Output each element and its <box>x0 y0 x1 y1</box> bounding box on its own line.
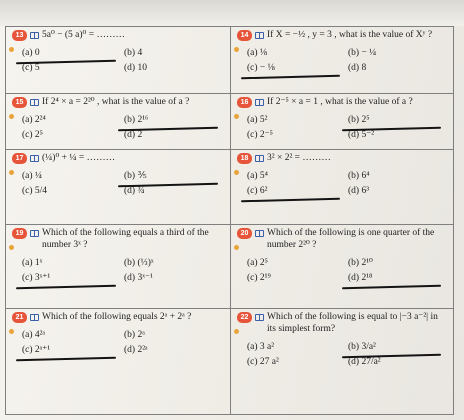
answer-options <box>22 115 226 142</box>
question-text: If 2⁻⁵ × a = 1 , what is the value of a ? <box>267 97 413 107</box>
question-text: If X = −½ , y = 3 , what is the value of Xʸ ? <box>267 30 433 40</box>
answer-option[interactable]: (c) 2⁵ <box>22 129 43 140</box>
answer-options <box>22 330 226 357</box>
answer-option[interactable]: (d) 6³ <box>348 185 370 196</box>
book-icon <box>255 314 264 321</box>
answer-options <box>247 48 449 75</box>
answer-option[interactable]: (d) 27/a² <box>348 356 381 367</box>
book-icon <box>255 32 264 39</box>
answer-option[interactable]: (b) 2¹⁰ <box>348 257 373 268</box>
answer-option[interactable]: (d) 5⁻² <box>348 129 375 140</box>
question-text: Which of the following is equal to |−3 a⁻²| in its simplest form? <box>267 312 438 334</box>
question-number-badge: 15 <box>12 97 27 108</box>
answer-option-marked[interactable]: (b) ⅗ <box>124 171 226 183</box>
bullet-dot <box>9 329 14 334</box>
answer-options <box>247 171 449 198</box>
question-header <box>237 312 449 336</box>
answer-option[interactable]: (b) 2ᵃ <box>124 329 145 340</box>
question-number-badge: 13 <box>12 30 27 41</box>
book-icon <box>255 230 264 237</box>
answer-option-marked[interactable]: (c) − ⅛ <box>247 63 348 75</box>
question-header <box>12 312 226 324</box>
book-icon <box>30 230 39 237</box>
answer-options <box>22 48 226 75</box>
question-number-badge: 18 <box>237 153 252 164</box>
question-text: Which of the following equals 2ᵃ + 2ᵃ ? <box>42 312 192 322</box>
answer-option-marked[interactable]: (a) 0 <box>22 48 124 60</box>
question-21 <box>6 309 231 415</box>
question-header <box>237 97 449 109</box>
answer-option-marked[interactable]: (b) 2¹⁶ <box>124 115 226 127</box>
answer-option[interactable]: (d) 2²ᵃ <box>124 344 148 355</box>
question-header <box>12 30 226 42</box>
answer-option-marked[interactable]: (d) 2¹⁸ <box>348 273 449 285</box>
question-number-badge: 22 <box>237 312 252 323</box>
question-16 <box>231 94 454 150</box>
question-number-badge: 17 <box>12 153 27 164</box>
question-header <box>237 153 449 165</box>
question-20 <box>231 225 454 309</box>
answer-option[interactable]: (d) 2 <box>124 129 143 140</box>
answer-option[interactable]: (d) 8 <box>348 62 367 73</box>
question-text: 3² × 2² = ……… <box>267 153 331 163</box>
answer-option[interactable]: (a) 3 a² <box>247 341 275 352</box>
question-header <box>12 153 226 165</box>
question-text: (¼)⁰ + ¼ = ……… <box>42 153 116 163</box>
question-grid <box>5 26 454 415</box>
answer-option[interactable]: (b) (⅓)ˣ <box>124 257 154 268</box>
question-header <box>12 97 226 109</box>
book-icon <box>255 155 264 162</box>
bullet-dot <box>234 170 239 175</box>
bullet-dot <box>234 245 239 250</box>
answer-option-marked[interactable]: (b) 3/a² <box>348 342 449 354</box>
book-icon <box>30 99 39 106</box>
question-17 <box>6 150 231 225</box>
book-icon <box>30 32 39 39</box>
answer-option[interactable]: (c) 5 <box>22 62 40 73</box>
answer-option-marked[interactable]: (c) 2ᵃ⁺¹ <box>22 345 124 357</box>
answer-option[interactable]: (c) 2¹⁹ <box>247 272 271 283</box>
question-header <box>237 228 449 252</box>
answer-option[interactable]: (b) 4 <box>124 47 143 58</box>
answer-options <box>247 115 449 142</box>
book-icon <box>30 155 39 162</box>
answer-option[interactable]: (d) ¾ <box>124 185 145 196</box>
question-text: 5a⁰ − (5 a)⁰ = ……… <box>42 30 125 40</box>
answer-options <box>22 171 226 198</box>
question-number-badge: 14 <box>237 30 252 41</box>
question-number-badge: 21 <box>12 312 27 323</box>
question-text: Which of the following equals a third of the number 3ˣ ? <box>42 228 209 250</box>
question-19 <box>6 225 231 309</box>
answer-option[interactable]: (a) 2²⁴ <box>22 114 46 125</box>
answer-option[interactable]: (a) ⅛ <box>247 47 268 58</box>
question-15 <box>6 94 231 150</box>
answer-options <box>22 258 226 285</box>
bullet-dot <box>234 114 239 119</box>
page-top-edge <box>0 0 464 26</box>
question-number-badge: 19 <box>12 228 27 239</box>
question-14 <box>231 27 454 94</box>
question-text: Which of the following is one quarter of the number 2²⁰ ? <box>267 228 435 250</box>
answer-option[interactable]: (a) 1ˣ <box>22 257 43 268</box>
bullet-dot <box>234 329 239 334</box>
answer-option[interactable]: (a) 4²ᵃ <box>22 329 46 340</box>
answer-option[interactable]: (a) 5² <box>247 114 268 125</box>
answer-option[interactable]: (a) ¼ <box>22 170 43 181</box>
book-icon <box>255 99 264 106</box>
answer-option[interactable]: (a) 2⁵ <box>247 257 268 268</box>
answer-option-marked[interactable]: (b) 2⁵ <box>348 115 449 127</box>
question-13 <box>6 27 231 94</box>
book-icon <box>30 314 39 321</box>
answer-option[interactable]: (d) 10 <box>124 62 147 73</box>
answer-options <box>247 342 449 369</box>
bullet-dot <box>9 170 14 175</box>
question-18 <box>231 150 454 225</box>
question-text: If 2⁴ × a = 2²⁰ , what is the value of a ? <box>42 97 190 107</box>
answer-option[interactable]: (c) 5/4 <box>22 185 48 196</box>
bullet-dot <box>234 47 239 52</box>
question-number-badge: 20 <box>237 228 252 239</box>
answer-option[interactable]: (c) 27 a² <box>247 356 279 367</box>
bullet-dot <box>9 114 14 119</box>
answer-option[interactable]: (b) 6⁴ <box>348 170 370 181</box>
question-header <box>12 228 226 252</box>
answer-option-marked[interactable]: (c) 6² <box>247 186 348 198</box>
answer-options <box>247 258 449 285</box>
answer-option[interactable]: (c) 2⁻⁵ <box>247 129 273 140</box>
answer-option[interactable]: (d) 3ˣ⁻¹ <box>124 272 153 283</box>
question-header <box>237 30 449 42</box>
bullet-dot <box>9 245 14 250</box>
answer-option[interactable]: (b) − ¼ <box>348 47 377 58</box>
question-number-badge: 16 <box>237 97 252 108</box>
bullet-dot <box>9 47 14 52</box>
answer-option[interactable]: (a) 5⁴ <box>247 170 268 181</box>
question-22 <box>231 309 454 415</box>
answer-option-marked[interactable]: (c) 3ˣ⁺¹ <box>22 273 124 285</box>
